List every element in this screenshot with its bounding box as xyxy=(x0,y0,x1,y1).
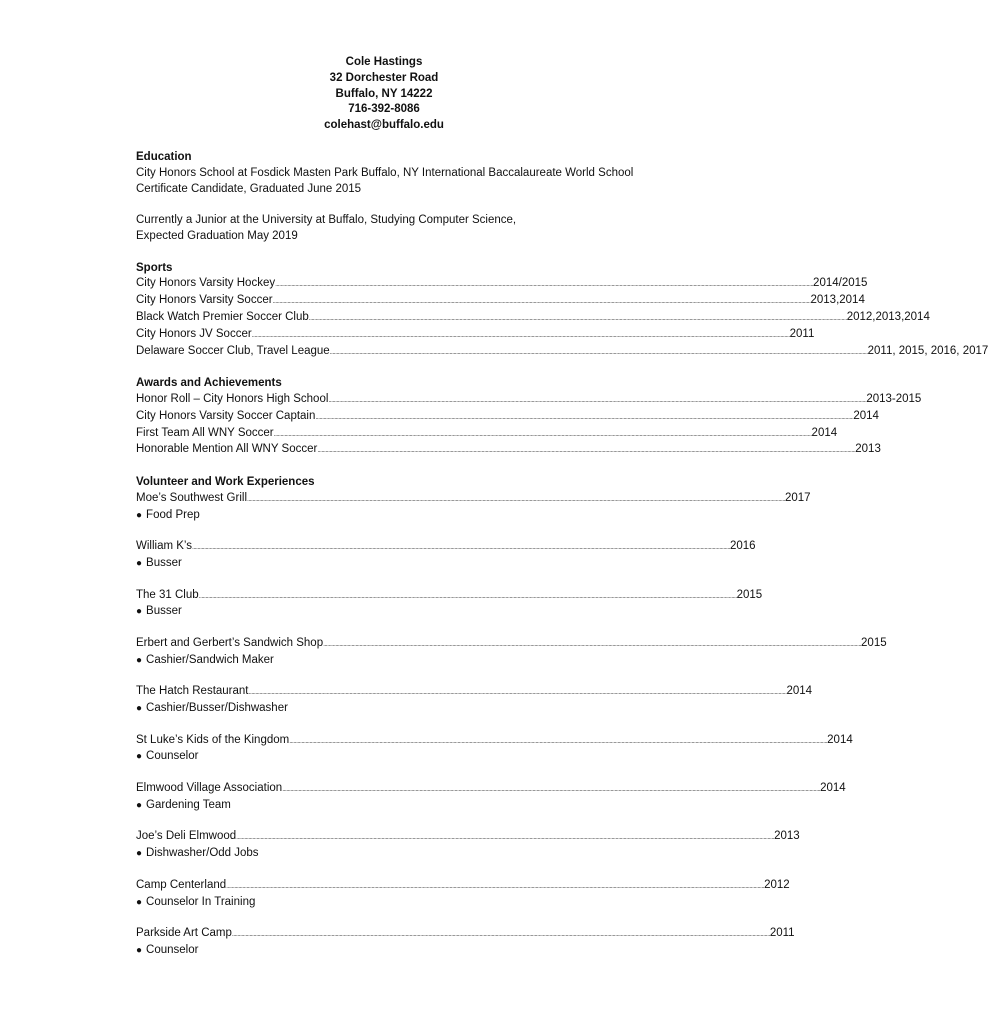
work-entry-leader-dots: ................................................................................................................................................................................................................................................................................................................................................................................................................ xyxy=(226,882,765,890)
bullet-icon: ● xyxy=(136,703,143,715)
award-entry-label: City Honors Varsity Soccer Captain xyxy=(136,409,316,422)
sport-entry-leader-dots: ................................................................................................................................................................................................................................................................................................................................................................................................................ xyxy=(251,331,790,339)
bullet-icon: ● xyxy=(136,945,143,957)
work-entry-leader-dots: ................................................................................................................................................................................................................................................................................................................................................................................................................ xyxy=(192,544,730,552)
sport-entry-leader-dots: ................................................................................................................................................................................................................................................................................................................................................................................................................ xyxy=(329,348,868,356)
work-entry xyxy=(136,491,811,539)
email-address: colehast@buffalo.edu xyxy=(324,119,444,132)
work-role-text: Counselor In Training xyxy=(146,895,256,908)
work-role-text: Cashier/Busser/Dishwasher xyxy=(146,702,288,715)
work-entry-row xyxy=(136,781,846,798)
work-entry-label: William K’s xyxy=(136,540,193,553)
work-entry xyxy=(136,636,887,684)
education-current-line: Currently a Junior at the University at Buffalo, Studying Computer Science, xyxy=(136,214,517,227)
sports-heading: Sports xyxy=(136,261,173,274)
work-role-text: Busser xyxy=(146,556,182,569)
sport-entry-label: Delaware Soccer Club, Travel League xyxy=(136,344,330,357)
award-entry-row xyxy=(136,442,881,459)
sport-entry-year: 2012,2013,2014 xyxy=(846,310,930,323)
work-role xyxy=(136,943,636,959)
work-entry-year: 2016 xyxy=(729,540,756,553)
work-list xyxy=(136,491,887,959)
awards-list xyxy=(136,392,922,459)
award-entry-row xyxy=(136,409,879,426)
work-entry-row xyxy=(136,733,853,750)
work-entry xyxy=(136,684,813,732)
work-entry-label: Erbert and Gerbert’s Sandwich Shop xyxy=(136,636,324,649)
work-entry-leader-dots: ................................................................................................................................................................................................................................................................................................................................................................................................................ xyxy=(198,592,737,600)
work-role xyxy=(136,846,636,862)
work-entry-row xyxy=(136,926,795,943)
resume-body xyxy=(136,150,988,959)
work-role xyxy=(136,556,636,572)
work-role xyxy=(136,895,636,911)
sport-entry-row xyxy=(136,327,815,344)
work-entry-year: 2015 xyxy=(736,588,763,601)
award-entry-leader-dots: ................................................................................................................................................................................................................................................................................................................................................................................................................ xyxy=(315,413,854,421)
sport-entry-year: 2014/2015 xyxy=(813,277,868,290)
work-entry-leader-dots: ................................................................................................................................................................................................................................................................................................................................................................................................................ xyxy=(231,931,770,939)
bullet-icon: ● xyxy=(136,606,143,618)
sport-entry-leader-dots: ................................................................................................................................................................................................................................................................................................................................................................................................................ xyxy=(308,314,847,322)
work-entry-label: Elmwood Village Association xyxy=(136,782,283,795)
sport-entry-label: City Honors Varsity Soccer xyxy=(136,294,273,307)
award-entry-leader-dots: ................................................................................................................................................................................................................................................................................................................................................................................................................ xyxy=(317,447,856,455)
award-entry-row xyxy=(136,392,922,409)
work-role xyxy=(136,701,636,717)
sport-entry-label: Black Watch Premier Soccer Club xyxy=(136,310,309,323)
work-heading: Volunteer and Work Experiences xyxy=(136,475,315,488)
award-entry-year: 2014 xyxy=(853,409,879,422)
sport-entry-row xyxy=(136,344,988,361)
work-role-text: Dishwasher/Odd Jobs xyxy=(146,847,259,860)
work-entry-label: The 31 Club xyxy=(136,588,199,601)
work-entry xyxy=(136,878,790,926)
work-entry-row xyxy=(136,588,763,605)
work-entry-label: Parkside Art Camp xyxy=(136,927,232,940)
work-role-text: Counselor xyxy=(146,944,199,957)
work-role-text: Food Prep xyxy=(146,508,200,521)
education-section xyxy=(136,150,636,245)
awards-section xyxy=(136,376,922,459)
work-entry-year: 2014 xyxy=(827,733,853,746)
bullet-icon: ● xyxy=(136,799,143,811)
sport-entry-year: 2011, 2015, 2016, 2017 xyxy=(867,344,988,357)
work-entry-label: Joe’s Deli Elmwood xyxy=(136,830,237,843)
award-entry-year: 2013-2015 xyxy=(866,392,922,405)
work-role xyxy=(136,508,636,524)
work-entry-leader-dots: ................................................................................................................................................................................................................................................................................................................................................................................................................ xyxy=(289,737,828,745)
work-role xyxy=(136,653,636,669)
street-address: 32 Dorchester Road xyxy=(329,71,439,84)
work-role xyxy=(136,604,636,620)
work-role-text: Gardening Team xyxy=(146,798,231,811)
work-role-text: Cashier/Sandwich Maker xyxy=(146,653,274,666)
work-entry-label: Moe’s Southwest Grill xyxy=(136,491,247,504)
work-entry-leader-dots: ................................................................................................................................................................................................................................................................................................................................................................................................................ xyxy=(282,786,821,794)
work-section xyxy=(136,475,887,959)
contact-header xyxy=(0,55,768,134)
education-certificate-line: Certificate Candidate, Graduated June 2015 xyxy=(136,182,362,195)
award-entry-row xyxy=(136,426,838,443)
work-entry-year: 2014 xyxy=(820,782,846,795)
work-entry-year: 2017 xyxy=(784,491,811,504)
work-entry-year: 2015 xyxy=(861,636,887,649)
work-entry-leader-dots: ................................................................................................................................................................................................................................................................................................................................................................................................................ xyxy=(323,640,862,648)
award-entry-leader-dots: ................................................................................................................................................................................................................................................................................................................................................................................................................ xyxy=(273,430,812,438)
work-entry xyxy=(136,539,756,587)
work-entry-year: 2012 xyxy=(764,878,790,891)
work-entry-year: 2013 xyxy=(774,830,800,843)
sport-entry-row xyxy=(136,293,865,310)
phone-number: 716-392-8086 xyxy=(348,103,420,116)
education-heading: Education xyxy=(136,151,192,163)
work-entry-label: Camp Centerland xyxy=(136,878,227,891)
work-entry-row xyxy=(136,636,887,653)
work-role xyxy=(136,749,636,765)
work-entry-row xyxy=(136,491,811,508)
sports-section xyxy=(136,261,988,361)
work-entry xyxy=(136,829,800,877)
work-entry-row xyxy=(136,878,790,895)
bullet-icon: ● xyxy=(136,509,143,521)
sport-entry-label: City Honors Varsity Hockey xyxy=(136,277,276,290)
sport-entry-year: 2011 xyxy=(789,327,815,340)
work-entry-year: 2014 xyxy=(786,685,813,698)
sports-list xyxy=(136,276,988,360)
work-entry-leader-dots: ................................................................................................................................................................................................................................................................................................................................................................................................................ xyxy=(247,495,785,503)
work-entry-label: St Luke’s Kids of the Kingdom xyxy=(136,733,290,746)
work-entry xyxy=(136,588,763,636)
bullet-icon: ● xyxy=(136,848,143,860)
award-entry-label: Honor Roll – City Honors High School xyxy=(136,392,329,405)
bullet-icon: ● xyxy=(136,654,143,666)
work-role-text: Busser xyxy=(146,605,182,618)
sport-entry-leader-dots: ................................................................................................................................................................................................................................................................................................................................................................................................................ xyxy=(275,281,814,289)
work-entry xyxy=(136,926,795,959)
work-entry-leader-dots: ................................................................................................................................................................................................................................................................................................................................................................................................................ xyxy=(248,689,787,697)
sport-entry-label: City Honors JV Soccer xyxy=(136,327,252,340)
sport-entry-row xyxy=(136,310,930,327)
bullet-icon: ● xyxy=(136,557,143,569)
sport-entry-leader-dots: ................................................................................................................................................................................................................................................................................................................................................................................................................ xyxy=(272,298,811,306)
education-expected-line: Expected Graduation May 2019 xyxy=(136,229,298,242)
work-role xyxy=(136,798,636,814)
awards-heading: Awards and Achievements xyxy=(136,377,282,390)
work-entry-label: The Hatch Restaurant xyxy=(136,685,249,698)
work-entry xyxy=(136,781,846,829)
sport-entry-year: 2013,2014 xyxy=(810,294,865,307)
city-state-zip: Buffalo, NY 14222 xyxy=(335,87,433,100)
award-entry-year: 2013 xyxy=(855,443,881,456)
work-entry-row xyxy=(136,539,756,556)
award-entry-leader-dots: ................................................................................................................................................................................................................................................................................................................................................................................................................ xyxy=(328,396,867,404)
work-role-text: Counselor xyxy=(146,750,199,763)
education-school-line: City Honors School at Fosdick Masten Park Buffalo, NY International Baccalaureate World School xyxy=(136,166,634,179)
work-entry-row xyxy=(136,829,800,846)
award-entry-year: 2014 xyxy=(811,426,838,439)
work-entry-year: 2011 xyxy=(769,927,795,940)
bullet-icon: ● xyxy=(136,751,143,763)
award-entry-label: Honorable Mention All WNY Soccer xyxy=(136,443,318,456)
bullet-icon: ● xyxy=(136,896,143,908)
applicant-name: Cole Hastings xyxy=(345,56,423,68)
work-entry-leader-dots: ................................................................................................................................................................................................................................................................................................................................................................................................................ xyxy=(236,834,775,842)
work-entry xyxy=(136,733,853,781)
sport-entry-row xyxy=(136,276,868,293)
work-entry-row xyxy=(136,684,813,701)
award-entry-label: First Team All WNY Soccer xyxy=(136,426,274,439)
